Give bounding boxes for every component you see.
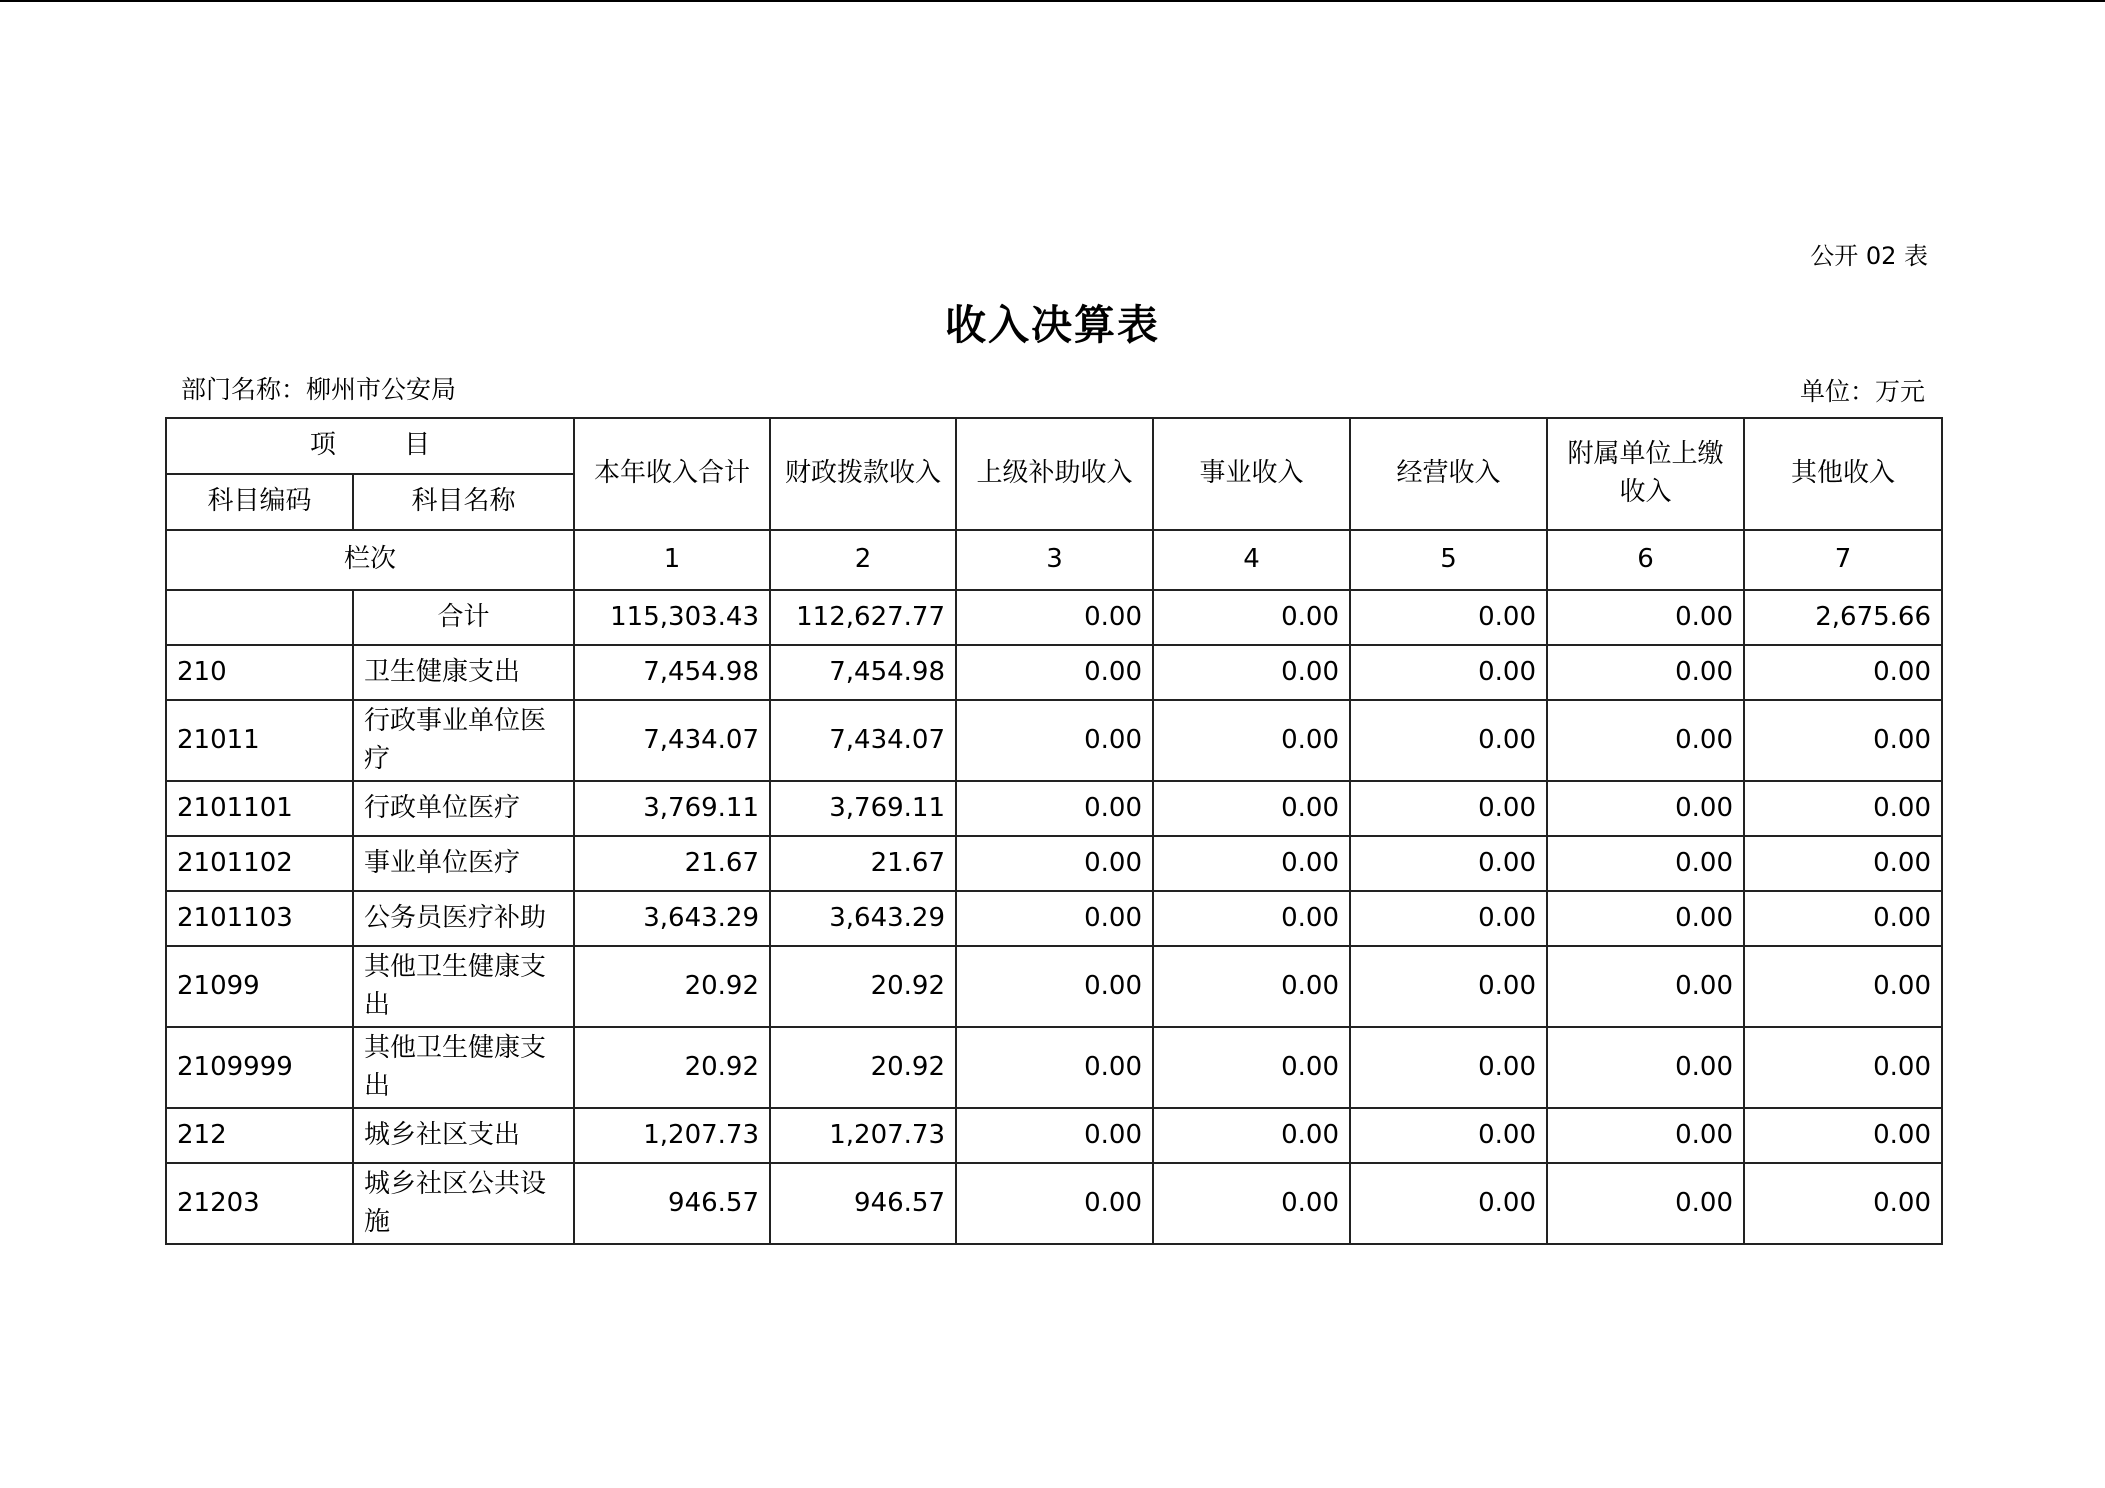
amount-cell: 3,643.29 [770, 891, 956, 946]
amount-cell: 3,643.29 [574, 891, 770, 946]
col-number: 7 [1744, 530, 1942, 590]
amount-cell: 0.00 [1350, 946, 1547, 1027]
column-number-row [166, 530, 1942, 590]
col-number: 5 [1350, 530, 1547, 590]
header-col-2: 财政拨款收入 [770, 418, 956, 530]
subject-code: 212 [166, 1108, 353, 1163]
amount-cell: 0.00 [1153, 1163, 1350, 1244]
amount-cell: 21.67 [770, 836, 956, 891]
amount-cell: 0.00 [1547, 836, 1744, 891]
amount-cell: 0.00 [1350, 1163, 1547, 1244]
amount-cell: 115,303.43 [574, 590, 770, 645]
amount-cell: 0.00 [1547, 700, 1744, 781]
header-col-1: 本年收入合计 [574, 418, 770, 530]
col-number: 3 [956, 530, 1153, 590]
amount-cell: 0.00 [1547, 1108, 1744, 1163]
total-row [166, 590, 1942, 645]
col-number: 1 [574, 530, 770, 590]
amount-cell: 0.00 [956, 1108, 1153, 1163]
subject-name: 城乡社区公共设施 [353, 1163, 574, 1244]
amount-cell: 0.00 [1350, 1027, 1547, 1108]
amount-cell: 0.00 [1547, 590, 1744, 645]
amount-cell: 946.57 [574, 1163, 770, 1244]
col-number: 6 [1547, 530, 1744, 590]
amount-cell: 0.00 [1153, 1027, 1350, 1108]
subject-code: 2101102 [166, 836, 353, 891]
amount-cell: 2,675.66 [1744, 590, 1942, 645]
amount-cell: 0.00 [1744, 946, 1942, 1027]
table-row [166, 946, 1942, 1027]
amount-cell: 0.00 [1350, 891, 1547, 946]
table-row [166, 1108, 1942, 1163]
amount-cell: 0.00 [1547, 891, 1744, 946]
amount-cell: 0.00 [1744, 836, 1942, 891]
table-row [166, 645, 1942, 700]
header-row-1 [166, 418, 1942, 474]
amount-cell: 3,769.11 [574, 781, 770, 836]
department-name: 部门名称：柳州市公安局 [181, 375, 457, 404]
amount-cell: 7,454.98 [574, 645, 770, 700]
amount-cell: 0.00 [1547, 781, 1744, 836]
amount-cell: 7,434.07 [574, 700, 770, 781]
table-row [166, 1027, 1942, 1108]
amount-cell: 0.00 [1350, 700, 1547, 781]
amount-cell: 0.00 [1350, 590, 1547, 645]
subject-code: 21099 [166, 946, 353, 1027]
amount-cell: 0.00 [1350, 1108, 1547, 1163]
header-col-3: 上级补助收入 [956, 418, 1153, 530]
header-col-4: 事业收入 [1153, 418, 1350, 530]
subject-name: 其他卫生健康支出 [353, 1027, 574, 1108]
subject-code: 2101101 [166, 781, 353, 836]
top-border-line [0, 0, 2105, 2]
table-row [166, 1163, 1942, 1244]
amount-cell: 20.92 [770, 946, 956, 1027]
amount-cell: 0.00 [1153, 590, 1350, 645]
amount-cell: 0.00 [956, 781, 1153, 836]
amount-cell: 21.67 [574, 836, 770, 891]
table-row [166, 891, 1942, 946]
subject-name: 卫生健康支出 [353, 645, 574, 700]
header-project: 项 目 [166, 418, 574, 474]
amount-cell: 0.00 [1350, 781, 1547, 836]
subject-name: 合计 [353, 590, 574, 645]
subject-code: 21011 [166, 700, 353, 781]
subject-name: 事业单位医疗 [353, 836, 574, 891]
subject-code: 2101103 [166, 891, 353, 946]
col-number: 2 [770, 530, 956, 590]
amount-cell: 0.00 [1547, 645, 1744, 700]
amount-cell: 1,207.73 [770, 1108, 956, 1163]
amount-cell: 112,627.77 [770, 590, 956, 645]
subject-name: 行政事业单位医疗 [353, 700, 574, 781]
header-col-5: 经营收入 [1350, 418, 1547, 530]
amount-cell: 0.00 [1153, 700, 1350, 781]
amount-cell: 0.00 [1744, 891, 1942, 946]
amount-cell: 20.92 [574, 1027, 770, 1108]
header-col-6: 附属单位上缴收入 [1547, 418, 1744, 530]
amount-cell: 0.00 [1744, 1108, 1942, 1163]
amount-cell: 0.00 [956, 1163, 1153, 1244]
amount-cell: 3,769.11 [770, 781, 956, 836]
amount-cell: 0.00 [956, 891, 1153, 946]
amount-cell: 0.00 [1153, 781, 1350, 836]
amount-cell: 0.00 [1153, 946, 1350, 1027]
amount-cell: 0.00 [956, 836, 1153, 891]
amount-cell: 0.00 [1744, 1163, 1942, 1244]
amount-cell: 0.00 [956, 700, 1153, 781]
subject-name: 城乡社区支出 [353, 1108, 574, 1163]
amount-cell: 946.57 [770, 1163, 956, 1244]
amount-cell: 0.00 [1744, 700, 1942, 781]
col-number: 4 [1153, 530, 1350, 590]
amount-cell: 7,454.98 [770, 645, 956, 700]
unit-label: 单位：万元 [1799, 377, 1925, 406]
amount-cell: 0.00 [1153, 1108, 1350, 1163]
subject-name: 公务员医疗补助 [353, 891, 574, 946]
subject-code: 2109999 [166, 1027, 353, 1108]
subject-name: 其他卫生健康支出 [353, 946, 574, 1027]
table-row [166, 781, 1942, 836]
amount-cell: 0.00 [1153, 836, 1350, 891]
header-name: 科目名称 [353, 474, 574, 530]
table-row [166, 836, 1942, 891]
subject-code: 21203 [166, 1163, 353, 1244]
amount-cell: 0.00 [1744, 645, 1942, 700]
subject-code [166, 590, 353, 645]
amount-cell: 0.00 [1744, 1027, 1942, 1108]
amount-cell: 1,207.73 [574, 1108, 770, 1163]
form-number: 公开 02 表 [1810, 242, 1928, 270]
amount-cell: 0.00 [1547, 946, 1744, 1027]
subject-code: 210 [166, 645, 353, 700]
income-table [165, 417, 1943, 1245]
amount-cell: 0.00 [956, 1027, 1153, 1108]
amount-cell: 20.92 [574, 946, 770, 1027]
amount-cell: 0.00 [956, 946, 1153, 1027]
amount-cell: 0.00 [956, 645, 1153, 700]
subject-name: 行政单位医疗 [353, 781, 574, 836]
amount-cell: 0.00 [1153, 891, 1350, 946]
amount-cell: 0.00 [956, 590, 1153, 645]
table-row [166, 700, 1942, 781]
page-title: 收入决算表 [945, 301, 1160, 349]
amount-cell: 0.00 [1547, 1163, 1744, 1244]
amount-cell: 0.00 [1547, 1027, 1744, 1108]
amount-cell: 20.92 [770, 1027, 956, 1108]
header-col-7: 其他收入 [1744, 418, 1942, 530]
amount-cell: 0.00 [1153, 645, 1350, 700]
amount-cell: 0.00 [1350, 645, 1547, 700]
amount-cell: 7,434.07 [770, 700, 956, 781]
amount-cell: 0.00 [1350, 836, 1547, 891]
header-lanci: 栏次 [166, 530, 574, 590]
amount-cell: 0.00 [1744, 781, 1942, 836]
header-code: 科目编码 [166, 474, 353, 530]
